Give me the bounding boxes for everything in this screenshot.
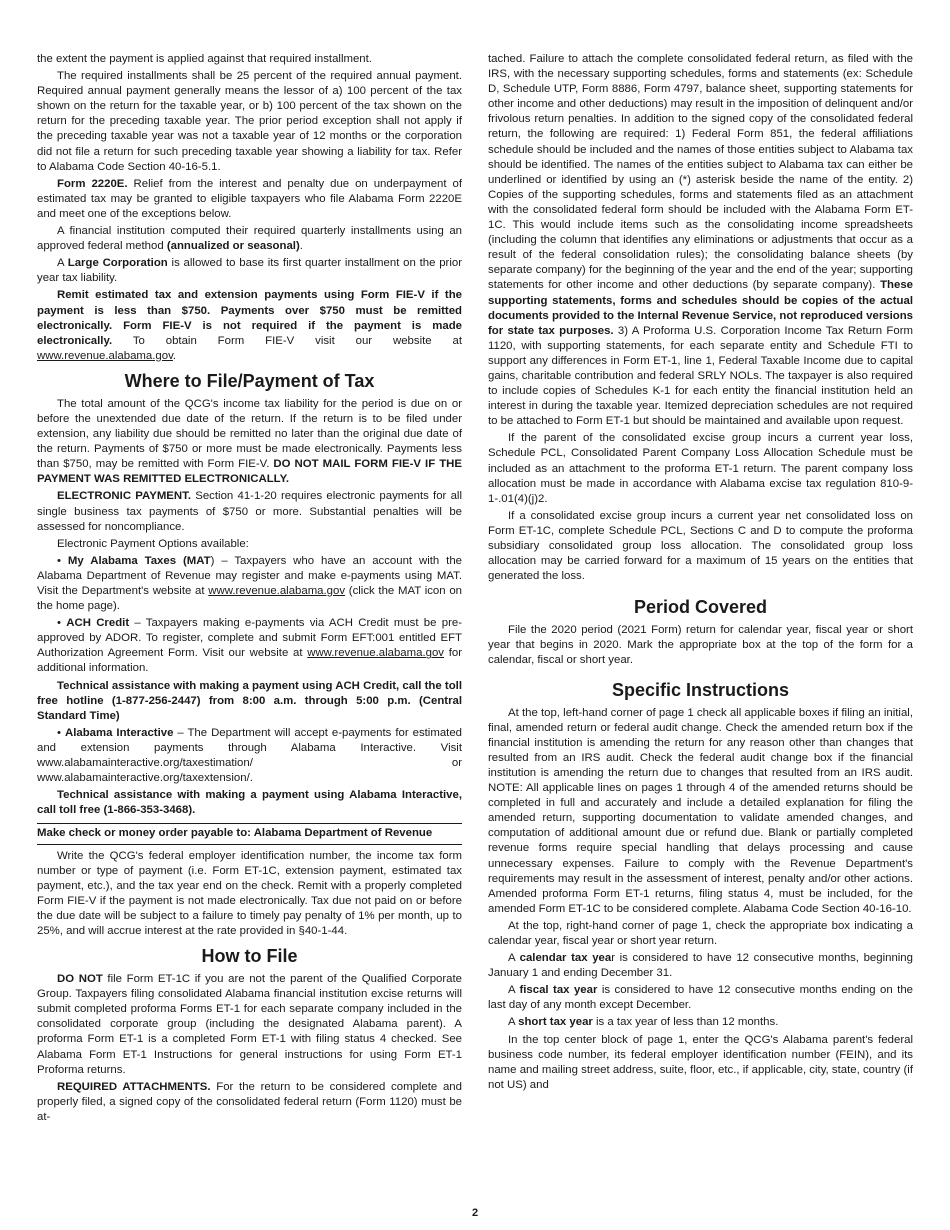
website-link[interactable]: www.revenue.alabama.gov: [208, 585, 346, 597]
website-link[interactable]: www.revenue.alabama.gov: [307, 647, 444, 660]
paragraph: File the 2020 period (2021 Form) return for calendar year, fiscal year or short year that begins in 2020. Mark the appropriate box at the top of the form for a calendar, fiscal or short year.: [488, 624, 913, 667]
section-heading-period-covered: Period Covered: [633, 597, 768, 618]
paragraph: At the top, right-hand corner of page 1, check the appropriate box indicating a calendar year, fiscal year or short year return.: [488, 919, 913, 947]
website-link[interactable]: www.revenue.alabama.gov: [37, 349, 173, 362]
list-item-mat: • My Alabama Taxes (MAT) – Taxpayers who have an account with the Alabama Department of Revenue may register and make e-payments using MAT. Visit the Department's website at www.revenue.alabama.gov (click the MAT icon on the home page).: [37, 554, 463, 613]
paragraph: A calendar tax year is considered to have 12 consecutive months, beginning January 1 and ending December 31.: [488, 952, 913, 980]
paragraph: tached. Failure to attach the complete consolidated federal return, as filed with the IRS, with the necessary supporting schedules, forms and statements (ex: Schedule D, Schedule UTP, Form 8886, Form 4797, balance sheet, supporting statements for other income and other deductions) may result in the imposition of delinquent and/or frivolous return penalties. In addition to the signed copy of the consolidated federal return, the following are required: 1) Federal Form 851, the federal affiliations schedule should be included and the names of those entities subject to Alabama tax should be identified. The names of the entities subject to Alabama tax can either be underlined or identified by using an (*) asterisk beside the name of the entity. 2) Copies of the supporting schedules, forms and statements filed as an attachment with the consolidated federal form should be included with the Alabama Form ET-1C. This would include items such as the consolidating income spreadsheets (including the column that identifies any eliminations or adjustments that occur as a result of the federal consolidation rules); the consolidating balance sheets (by separate company) for the beginning of the year and the end of the year; supporting statements for other income and other deductions (by separate company). These supporting statements, forms and schedules should be copies of the actual documents provided to the Internal Revenue Service, not reproduced versions for state tax purposes. 3) A Proforma U.S. Corporation Income Tax Return Form 1120, with supporting statements, for each separate entity and Schedule FTI to support any differences in Form ET-1, line 1, Federal Taxable Income due to capital gains, charitable contribution and federal SRLY NOLs. The taxpayer is also required to include copies of Schedules K-1 for each entity the financial institution held an interest in during the taxable year. Itemized depreciation schedules are not required to be attached to Form ET-1 but should be maintained and available upon request.: [488, 53, 913, 428]
list-item-ach: • ACH Credit – Taxpayers making e-payments via ACH Credit must be pre-approved by ADOR. To register, complete and submit Form EFT:001 entitled EFT Authorization Agreement Form. Visit our website at www.revenue.alabama.gov for additional information.: [37, 617, 462, 675]
paragraph: A financial institution computed their required quarterly installments using an approved federal method (annualized or seasonal).: [37, 225, 462, 253]
paragraph: A short tax year is a tax year of less than 12 months.: [508, 1016, 779, 1029]
paragraph: In the top center block of page 1, enter the QCG's Alabama parent's federal business code number, its federal employer identification number (FEIN), and its name and mailing street address, suite, floor, etc., if applicable, city, state, country (if not US) and: [488, 1033, 913, 1091]
list-item-alabama-interactive: • Alabama Interactive – The Department will accept e-payments for estimated and extension payments through Alabama Interactive. Visit www.alabamainteractive.org/taxestimation/ or www.alabamainteractive.org/taxextension/.: [37, 726, 462, 785]
paragraph: Technical assistance with making a payment using Alabama Interactive, call toll free (1-866-353-3468).: [37, 789, 462, 817]
paragraph: The total amount of the QCG's income tax liability for the period is due on or before the unextended due date of the return. If the return is to be filed under extension, any liability due should be remitted no later than the original due date of the return. Payments of $750 or more must be made electronically. Payments less than $750, may be remitted with Form FIE-V. DO NOT MAIL FORM FIE-V IF THE PAYMENT WAS REMITTED ELECTRONICALLY.: [37, 397, 462, 486]
paragraph: REQUIRED ATTACHMENTS. For the return to be considered complete and properly filed, a signed copy of the consolidated federal return (Form 1120) must be at-: [37, 1080, 462, 1123]
payable-to-box: Make check or money order payable to: Alabama Department of Revenue: [37, 823, 462, 844]
section-heading-specific-instructions: Specific Instructions: [611, 679, 790, 700]
paragraph: A fiscal tax year is considered to have 12 consecutive months ending on the last day of any month except December.: [488, 984, 914, 1012]
paragraph: Technical assistance with making a payment using ACH Credit, call the toll free hotline (1-877-256-2447) from 8:00 a.m. through 5:00 p.m. (Central Standard Time): [37, 679, 462, 722]
paragraph: At the top, left-hand corner of page 1 check all applicable boxes if filing an initial, final, amended return or federal audit change. Check the amended return box if the financial institution is amending the return for any reason other than changes that resulted from an IRS audit. Check the federal audit change box if the financial institution is amending the return due to changes that resulted from an IRS audit. NOTE: All applicable lines on pages 1 through 4 of the amended returns should be completed in full and accurately and include a detailed explanation for filing the amended return, supporting documentation to validate amended changes, and computation of additional amount due or refund due. Blank or partially completed revenue forms require special handling that delays processing and cause unnecessary expenses. Failure to comply with the Revenue Department's requirements may result in the assessment of interest, penalty and/or other actions. Amended proforma Form ET-1 returns, filing status 4, must be included, for the amended Form ET-1C to be considered complete. Alabama Code Section 40-16-10.: [488, 706, 913, 915]
paragraph: DO NOT file Form ET-1C if you are not the parent of the Qualified Corporate Group. Taxpayers filing consolidated Alabama financial institution excise returns will submit completed proforma Forms ET-1 for each separate company included in the consolidated corporate group (including the designated Alabama parent). A proforma Form ET-1 is a completed Form ET-1 with filing status 4 checked. See Alabama Form ET-1 Instructions for general instructions for using Form ET-1 Proforma returns.: [37, 973, 462, 1076]
paragraph: ELECTRONIC PAYMENT. Section 41-1-20 requires electronic payments for all single business tax payments of $750 or more. Substantial penalties will be assessed for noncompliance.: [37, 490, 462, 533]
paragraph: If the parent of the consolidated excise group incurs a current year loss, Schedule PCL, Consolidated Parent Company Loss Allocation Schedule must be included as an attachment to the proforma ET-1 return. The parent company loss allocation must be made in accordance with Alabama excise tax regulation 810-9-1-.01(4)(j)2.: [488, 432, 913, 505]
paragraph: If a consolidated excise group incurs a current year net consolidated loss on Form ET-1C, complete Schedule PCL, Sections C and D to compute the proforma subsidiary consolidated group loss allocation. The consolidated group loss allocation may be carried forward for a maximum of 15 years on the entities that generated the loss.: [488, 509, 913, 583]
section-heading-how-to-file: How to File: [201, 946, 298, 967]
page-number: 2: [471, 1207, 479, 1219]
paragraph: Remit estimated tax and extension payments using Form FIE-V if the payment is less than $750. Payments over $750 must be remitted electronically. Form FIE-V is not required if the payment is made electronically. To obtain Form FIE-V visit our website at www.revenue.alabama.gov.: [37, 289, 462, 362]
paragraph: Write the QCG's federal employer identification number, the income tax form number or type of payment (i.e. Form ET-1C, extension payment, estimated tax payment, etc.), and the tax year end on the check. Remit with a properly completed Form FIE-V if the payment is not made electronically. Tax due not paid on or before the due date will be subject to a failure to timely pay penalty of 1% per month, up to 25%, and will accrue interest at the rate provided in §40-1-44.: [37, 849, 462, 937]
paragraph: the extent the payment is applied against that required installment.: [37, 53, 372, 65]
left-column: [37, 52, 462, 1127]
section-heading-where-to-file: Where to File/Payment of Tax: [124, 370, 375, 391]
right-column: [488, 52, 913, 1095]
paragraph: A Large Corporation is allowed to base its first quarter installment on the prior year tax liability.: [37, 257, 463, 285]
paragraph: Electronic Payment Options available:: [57, 537, 249, 550]
paragraph: Form 2220E. Relief from the interest and penalty due on underpayment of estimated tax may be granted to eligible taxpayers who file Alabama Form 2220E and meet one of the exceptions below.: [37, 177, 462, 220]
paragraph: The required installments shall be 25 percent of the required annual payment. Required annual payment generally means the lessor of a) 100 percent of the tax shown on the return for the taxable year, or b) 100 percent of the tax shown on the return for the preceding taxable year. The prior period exception shall not apply if the preceding taxable year was not a taxable year of 12 months or the corporation did not file a return for such preceding taxable year showing a liability for tax. Refer to Alabama Code Section 40-16-5.1.: [37, 70, 462, 173]
